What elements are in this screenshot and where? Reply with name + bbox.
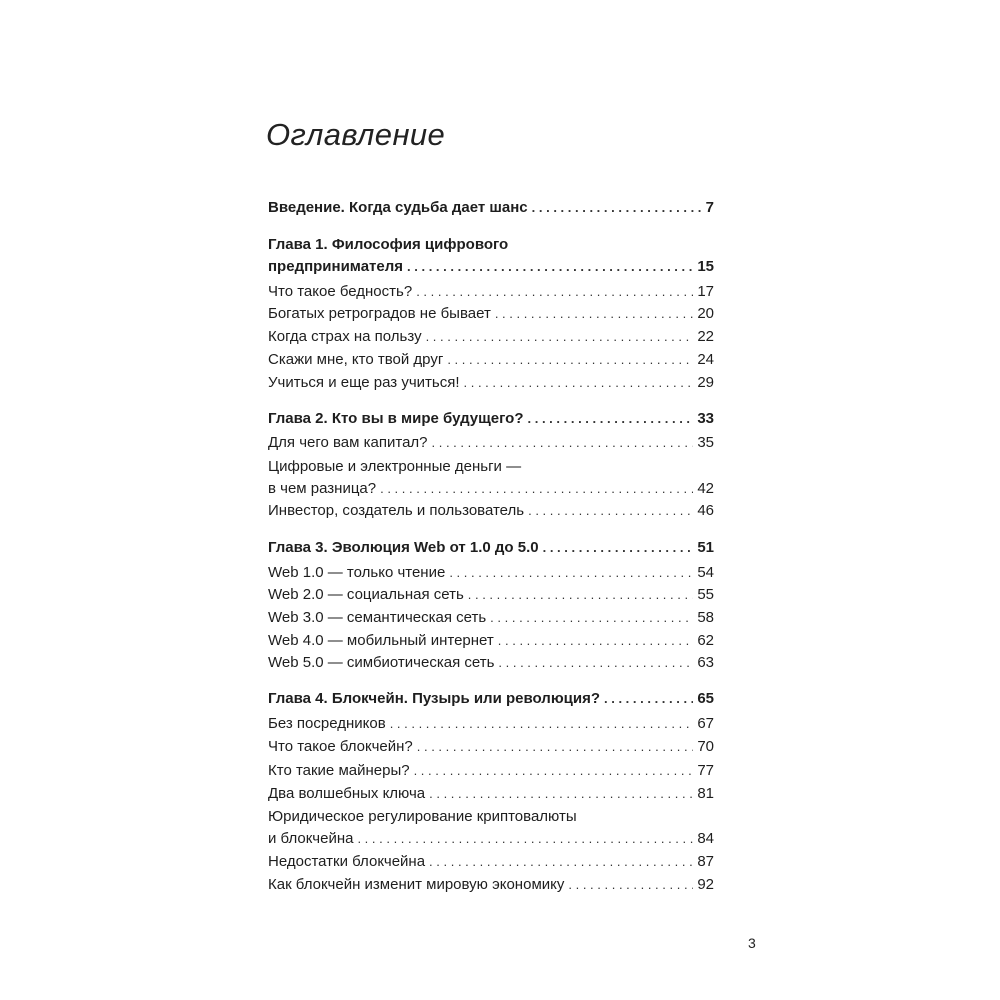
toc-entry-page: 33 (697, 410, 714, 427)
toc-entry-title: Web 5.0 — симбиотическая сеть (268, 654, 495, 671)
toc-entry-title: Недостатки блокчейна (268, 853, 426, 870)
dot-leader (407, 256, 693, 278)
toc-entry-title: Web 3.0 — семантическая сеть (268, 609, 487, 626)
toc-entry-title: предпринимателя (268, 258, 404, 275)
dot-leader (532, 197, 702, 219)
toc-entry-title: Глава 2. Кто вы в мире будущего? (268, 410, 524, 427)
toc-entry-page: 24 (697, 351, 714, 368)
toc-entry-title: Что такое бедность? (268, 283, 413, 300)
toc-entry-page: 17 (697, 283, 714, 300)
toc-entry[interactable] (268, 281, 714, 303)
dot-leader (380, 478, 693, 500)
dot-leader (417, 736, 694, 758)
toc-entry-title: Инвестор, создатель и пользователь (268, 502, 525, 519)
toc-entry-page: 46 (697, 502, 714, 519)
dot-leader (568, 874, 693, 896)
toc-entry-chapter-2[interactable] (268, 408, 714, 430)
toc-entry[interactable] (268, 372, 714, 394)
toc-entry[interactable] (268, 652, 714, 674)
toc-entry[interactable] (268, 713, 714, 735)
chapter-1-title-line1[interactable]: Глава 1. Философия цифрового (268, 236, 509, 253)
toc-entry-page: 87 (697, 853, 714, 870)
toc-entry-title: Скажи мне, кто твой друг (268, 351, 444, 368)
dot-leader (426, 326, 694, 348)
dot-leader (528, 408, 694, 430)
toc-entry-page: 15 (697, 258, 714, 275)
toc-entry[interactable] (268, 630, 714, 652)
toc-entry-page: 54 (697, 564, 714, 581)
toc-entry[interactable] (268, 783, 714, 805)
toc-entry[interactable] (268, 851, 714, 873)
dot-leader (390, 713, 694, 735)
dot-leader (429, 851, 693, 873)
toc-entry-page: 55 (697, 586, 714, 603)
toc-entry-page: 84 (697, 830, 714, 847)
toc-entry-page: 67 (697, 715, 714, 732)
toc-entry[interactable] (268, 478, 714, 500)
toc-entry-title: Два волшебных ключа (268, 785, 426, 802)
toc-entry-page: 81 (697, 785, 714, 802)
toc-entry[interactable] (268, 562, 714, 584)
toc-entry-page: 29 (697, 374, 714, 391)
toc-entry-page: 35 (697, 434, 714, 451)
toc-entry-title: Для чего вам капитал? (268, 434, 428, 451)
toc-entry[interactable] (268, 736, 714, 758)
toc-entry-title: Web 2.0 — социальная сеть (268, 586, 464, 603)
toc-entry-title: Web 1.0 — только чтение (268, 564, 446, 581)
toc-entry-chapter-1[interactable] (268, 256, 714, 278)
dot-leader (498, 630, 694, 652)
toc-entry-title: Когда страх на пользу (268, 328, 422, 345)
toc-entry[interactable] (268, 500, 714, 522)
toc-entry-title: Учиться и еще раз учиться! (268, 374, 460, 391)
toc-entry-title: Кто такие майнеры? (268, 762, 410, 779)
toc-entry[interactable] (268, 828, 714, 850)
dot-leader (432, 432, 694, 454)
dot-leader (543, 537, 694, 559)
toc-entry[interactable] (268, 432, 714, 454)
toc-entry-page: 92 (697, 876, 714, 893)
toc-entry-page: 22 (697, 328, 714, 345)
toc-entry-page: 77 (697, 762, 714, 779)
toc-entry-title: Глава 3. Эволюция Web от 1.0 до 5.0 (268, 539, 539, 556)
toc-entry[interactable] (268, 303, 714, 325)
toc-entry[interactable] (268, 349, 714, 371)
toc-entry-page: 58 (697, 609, 714, 626)
toc-entry[interactable] (268, 607, 714, 629)
dot-leader (490, 607, 693, 629)
toc-entry-page: 51 (697, 539, 714, 556)
toc-entry-title: Web 4.0 — мобильный интернет (268, 632, 494, 649)
dot-leader (357, 828, 693, 850)
toc-entry-page: 70 (697, 738, 714, 755)
page-number: 3 (748, 935, 756, 951)
dot-leader (468, 584, 694, 606)
toc-entry-page: 42 (697, 480, 714, 497)
toc-entry-title-line1[interactable]: Цифровые и электронные деньги — (268, 458, 522, 475)
dot-leader (429, 783, 693, 805)
toc-entry-chapter-3[interactable] (268, 537, 714, 559)
toc-entry-page: 7 (705, 199, 714, 216)
toc-entry-page: 20 (697, 305, 714, 322)
toc-entry-title-line1[interactable]: Юридическое регулирование криптовалюты (268, 808, 577, 825)
toc-entry-title: Богатых ретроградов не бывает (268, 305, 491, 322)
dot-leader (416, 281, 693, 303)
dot-leader (495, 303, 694, 325)
dot-leader (464, 372, 694, 394)
toc-entry-chapter-4[interactable] (268, 688, 714, 710)
dot-leader (447, 349, 693, 371)
dot-leader (449, 562, 693, 584)
toc-entry[interactable] (268, 874, 714, 896)
toc-entry-page: 62 (697, 632, 714, 649)
dot-leader (528, 500, 693, 522)
toc-entry-title: Что такое блокчейн? (268, 738, 413, 755)
toc-entry-title: Введение. Когда судьба дает шанс (268, 199, 528, 216)
page-title: Оглавление (266, 116, 446, 152)
toc-entry-title: в чем разница? (268, 480, 377, 497)
toc-entry-title: и блокчейна (268, 830, 354, 847)
toc-entry-intro[interactable] (268, 197, 714, 219)
toc-entry[interactable] (268, 326, 714, 348)
toc-entry-page: 65 (697, 690, 714, 707)
toc-entry-title: Как блокчейн изменит мировую экономику (268, 876, 565, 893)
dot-leader (414, 760, 694, 782)
toc-entry-title: Глава 4. Блокчейн. Пузырь или революция? (268, 690, 600, 707)
toc-entry-page: 63 (697, 654, 714, 671)
dot-leader (604, 688, 693, 710)
dot-leader (498, 652, 693, 674)
toc-entry[interactable] (268, 584, 714, 606)
toc-entry[interactable] (268, 760, 714, 782)
toc-entry-title: Без посредников (268, 715, 386, 732)
